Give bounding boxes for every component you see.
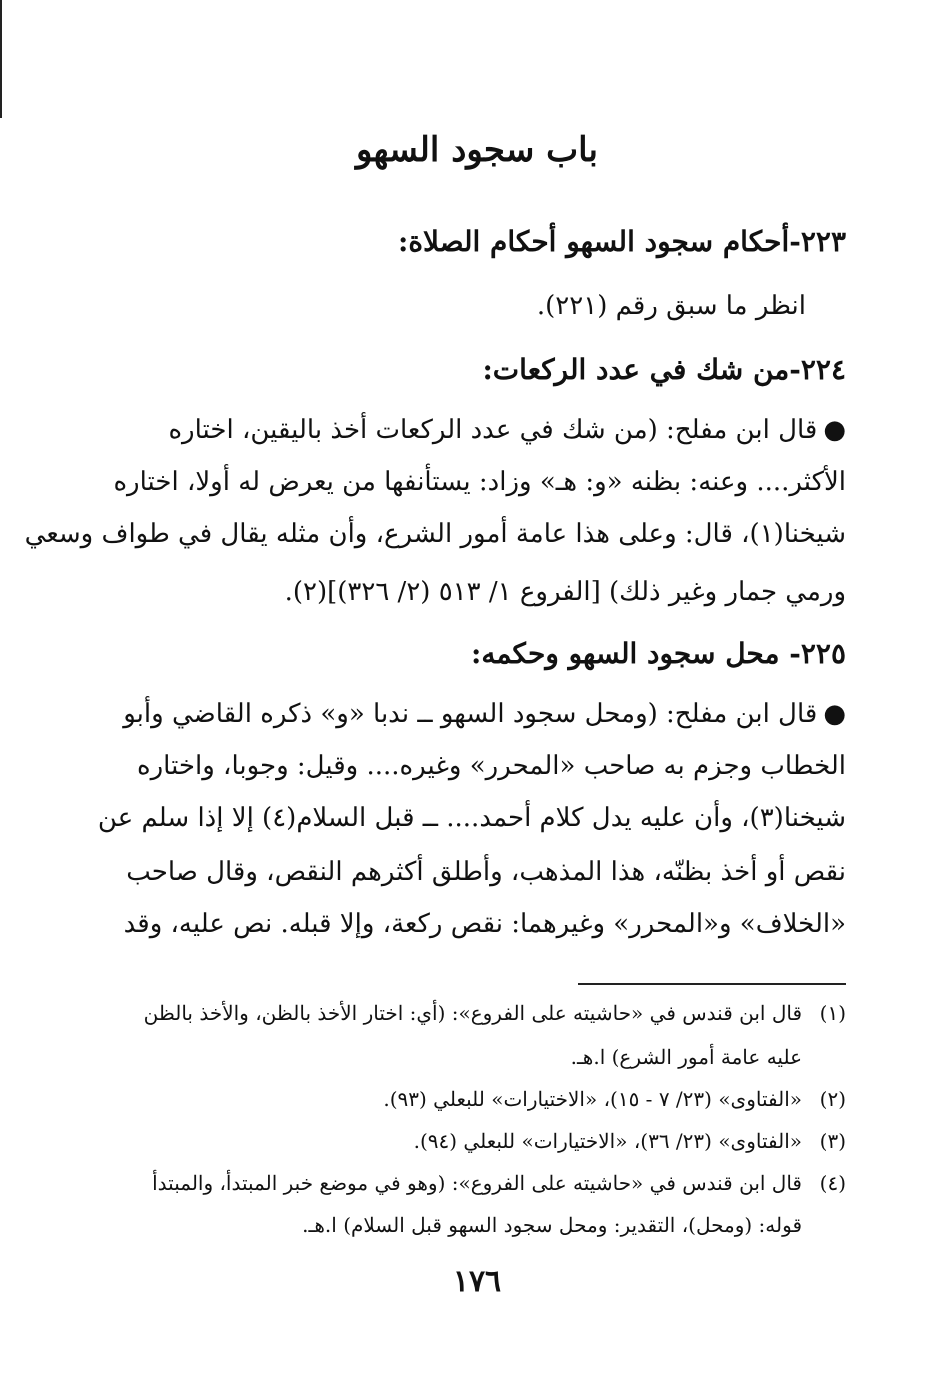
section-heading-223: ٢٢٣-أحكام سجود السهو أحكام الصلاة: bbox=[397, 225, 846, 258]
section-225-line-5: «الخلاف» و«المحرر» وغيرهما: نقص ركعة، وإلا قبله. نص عليه، وقد bbox=[123, 909, 846, 939]
footnote-4-text: قال ابن قندس في «حاشيته على الفروع»: (وهو في موضع خبر المبتدأ، والمبتدأ bbox=[152, 1171, 802, 1195]
section-225-line-1 bbox=[108, 694, 846, 734]
footnote-3-number: (٣) bbox=[819, 1129, 846, 1153]
footnote-separator bbox=[578, 983, 846, 985]
section-225-line-2: الخطاب وجزم به صاحب «المحرر» وغيره.... وقيل: وجوبا، واختاره bbox=[136, 751, 846, 781]
footnote-4-line-1 bbox=[108, 1166, 846, 1200]
section-224-line-1 bbox=[108, 410, 846, 450]
page-number: ١٧٦ bbox=[452, 1264, 502, 1299]
footnote-1-number: (١) bbox=[819, 1001, 846, 1025]
footnote-1-text: قال ابن قندس في «حاشيته على الفروع»: (أي: اختار الأخذ بالظن، والأخذ بالظن bbox=[143, 1001, 802, 1025]
section-225-line-4: نقص أو أخذ بظنّه، هذا المذهب، وأطلق أكثرهم النقص، وقال صاحب bbox=[126, 857, 846, 887]
footnote-4-number: (٤) bbox=[819, 1171, 846, 1195]
footnote-1-text-cont: عليه عامة أمور الشرع) ا.هـ. bbox=[570, 1045, 802, 1069]
footnote-3-text: «الفتاوى» (٢٣/ ٣٦)، «الاختيارات» للبعلي (٩٤). bbox=[413, 1129, 802, 1153]
section-224-line-4: ورمي جمار وغير ذلك) [الفروع ١/ ٥١٣ (٢/ ٣٢٦)](٢). bbox=[284, 577, 846, 607]
footnote-1-line-2 bbox=[108, 1040, 846, 1074]
section-225-line-3: شيخنا(٣)، وأن عليه يدل كلام أحمد.... ــ قبل السلام(٤) إلا إذا سلم عن bbox=[97, 803, 846, 833]
section-224-line-3: شيخنا(١)، قال: وعلى هذا عامة أمور الشرع، وأن مثله يقال في طواف وسعي bbox=[24, 519, 846, 549]
bullet-icon: ● bbox=[823, 699, 846, 729]
section-225-line-1-text: قال ابن مفلح: (ومحل سجود السهو ــ ندبا «و» ذكره القاضي وأبو bbox=[123, 699, 818, 729]
section-223-line-1: انظر ما سبق رقم (٢٢١). bbox=[536, 291, 806, 321]
footnote-1-line-1 bbox=[108, 996, 846, 1030]
page-edge-rule bbox=[0, 0, 2, 118]
section-224-line-2: الأكثر.... وعنه: بظنه «و: هـ» وزاد: يستأنفها من يعرض له أولا، اختاره bbox=[113, 467, 846, 497]
section-224-line-1-text: قال ابن مفلح: (من شك في عدد الركعات أخذ باليقين، اختاره bbox=[168, 415, 818, 445]
footnote-2-text: «الفتاوى» (٢٣/ ٧ - ١٥)، «الاختيارات» للبعلي (٩٣). bbox=[383, 1087, 802, 1111]
chapter-title: باب سجود السهو bbox=[355, 130, 599, 170]
footnote-2-number: (٢) bbox=[819, 1087, 846, 1111]
book-page bbox=[24, 0, 846, 1392]
bullet-icon: ● bbox=[823, 415, 846, 445]
footnote-2 bbox=[108, 1082, 846, 1116]
footnote-4-text-cont: قوله: (ومحل)، التقدير: ومحل سجود السهو قبل السلام) ا.هـ. bbox=[302, 1213, 802, 1237]
section-heading-225: ٢٢٥- محل سجود السهو وحكمه: bbox=[471, 637, 846, 670]
footnote-4-line-2 bbox=[108, 1208, 846, 1242]
section-heading-224: ٢٢٤-من شك في عدد الركعات: bbox=[482, 353, 846, 386]
footnote-3 bbox=[108, 1124, 846, 1158]
